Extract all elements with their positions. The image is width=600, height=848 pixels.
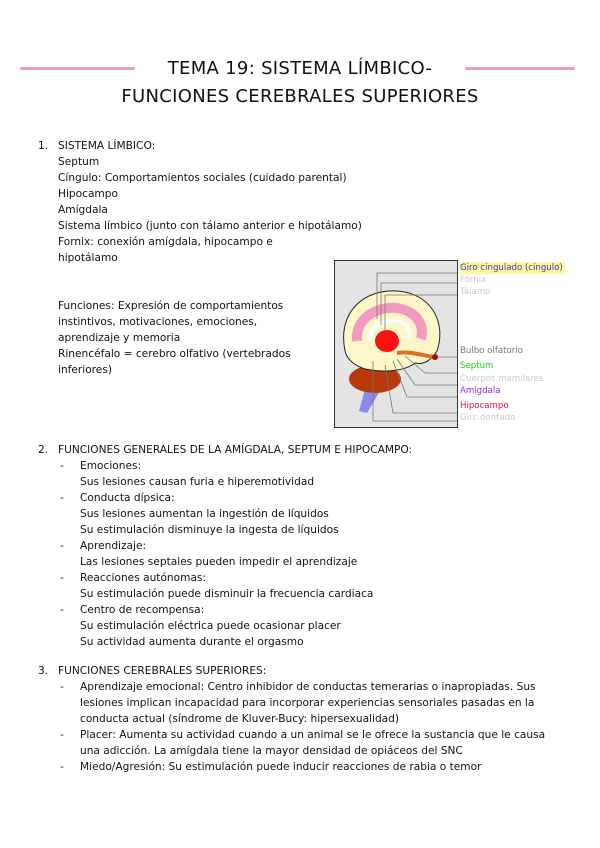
item-title: Conducta dípsica: (80, 492, 175, 504)
item-line: lesiones implican incapacidad para incorporar experiencias sensoriales pasadas en la (80, 697, 535, 709)
bullet-dash: - (60, 729, 64, 741)
bullet-dash: - (60, 681, 64, 693)
section-3 (58, 663, 545, 775)
item-title: Aprendizaje: (80, 540, 147, 552)
bullet-dash: - (60, 460, 64, 472)
item-line: Su estimulación puede disminuir la frecuencia cardiaca (80, 588, 374, 600)
item-title: Centro de recompensa: (80, 604, 205, 616)
figure-label-amigdala: Amígdala (460, 386, 501, 396)
figure-label-septum: Septum (460, 361, 494, 371)
bullet-dash: - (60, 540, 64, 552)
bullet-dash: - (60, 761, 64, 773)
line: Fornix: conexión amígdala, hipocampo e (58, 236, 273, 248)
limbic-system-figure (334, 260, 458, 428)
item-title: Reacciones autónomas: (80, 572, 207, 584)
line: Funciones: Expresión de comportamientos (58, 300, 284, 312)
list-item (58, 759, 545, 775)
list-item (58, 458, 412, 490)
item-line: conducta actual (síndrome de Kluver-Bucy: hipersexualidad) (80, 713, 400, 725)
section-number: 3. (38, 665, 49, 677)
figure-label-cuerpos-mamilares: Cuerpos mamilares (460, 374, 544, 384)
line: instintivos, motivaciones, emociones, (58, 316, 258, 328)
page-title-line2: FUNCIONES CEREBRALES SUPERIORES (121, 86, 479, 107)
bullet-dash: - (60, 492, 64, 504)
figure-label-talamo: Tálamo (460, 287, 491, 297)
item-line: Sus lesiones causan furia e hiperemotividad (80, 476, 315, 488)
line: Sistema límbico (junto con tálamo anterior e hipotálamo) (58, 220, 362, 232)
bullet-dash: - (60, 572, 64, 584)
list-item (58, 602, 412, 650)
item-line: Su actividad aumenta durante el orgasmo (80, 636, 304, 648)
item-line: Aprendizaje emocional: Centro inhibidor de conductas temerarias o inapropiadas. Sus (80, 681, 536, 693)
item-line: Sus lesiones aumentan la ingestión de líquidos (80, 508, 329, 520)
line: hipotálamo (58, 252, 118, 264)
line: inferiores) (58, 364, 112, 376)
item-title: Emociones: (80, 460, 142, 472)
list-item (58, 727, 545, 759)
item-line: Su estimulación eléctrica puede ocasionar placer (80, 620, 341, 632)
list-item (58, 490, 412, 538)
section-heading: SISTEMA LÍMBICO: (58, 140, 156, 152)
line: Cíngulo: Comportamientos sociales (cuidado parental) (58, 172, 347, 184)
page-title-line1: TEMA 19: SISTEMA LÍMBICO- (167, 58, 433, 79)
line: aprendizaje y memoria (58, 332, 181, 344)
section-heading: FUNCIONES CEREBRALES SUPERIORES: (58, 665, 267, 677)
item-line: Miedo/Agresión: Su estimulación puede inducir reacciones de rabia o temor (80, 761, 482, 773)
figure-label-bulbo-olfatorio: Bulbo olfatorio (460, 346, 523, 356)
section-2 (58, 442, 412, 650)
list-item (58, 679, 545, 727)
line: Amígdala (58, 204, 108, 216)
line: Rinencéfalo = cerebro olfativo (vertebrados (58, 348, 291, 360)
figure-label-giro-cingulado: Giro cingulado (cíngulo) (460, 263, 563, 273)
section-1 (58, 138, 362, 378)
figure-label-fornix: Fórnix (460, 275, 487, 285)
item-line: Su estimulación disminuye la ingesta de líquidos (80, 524, 339, 536)
section-number: 2. (38, 444, 49, 456)
item-line: Las lesiones septales pueden impedir el aprendizaje (80, 556, 358, 568)
figure-label-hipocampo: Hipocampo (460, 401, 509, 411)
item-line: Placer: Aumenta su actividad cuando a un animal se le ofrece la sustancia que le causa (80, 729, 546, 741)
figure-label-giro-dentado: Girc dentado (460, 413, 516, 423)
list-item (58, 570, 412, 602)
line: Septum (58, 156, 100, 168)
section-number: 1. (38, 140, 49, 152)
section-heading: FUNCIONES GENERALES DE LA AMÍGDALA, SEPTUM E HIPOCAMPO: (58, 444, 413, 456)
bullet-dash: - (60, 604, 64, 616)
brain-diagram (335, 261, 457, 427)
line: Hipocampo (58, 188, 118, 200)
item-line: una adicción. La amígdala tiene la mayor densidad de opiáceos del SNC (80, 745, 463, 757)
list-item (58, 538, 412, 570)
